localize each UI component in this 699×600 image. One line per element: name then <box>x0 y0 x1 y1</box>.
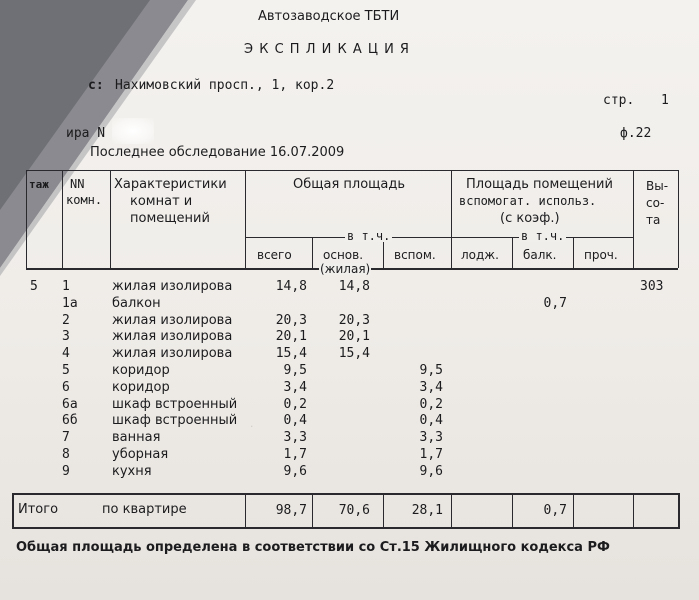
col-aux: вспом. <box>394 248 436 262</box>
col-char-2: комнат и <box>130 194 193 209</box>
vline-7 <box>512 237 513 268</box>
totals-vline-8 <box>678 493 680 529</box>
cell-room-name: жилая изолирова <box>112 346 233 362</box>
col-nn-1: NN <box>70 177 85 191</box>
cell-total-area: 0,4 <box>283 413 307 429</box>
cell-room-number: 6 <box>62 379 70 395</box>
col-char-1: Характеристики <box>114 177 227 192</box>
col-balcony: балк. <box>523 248 557 262</box>
cell-main-area: 14,8 <box>338 279 370 294</box>
totals-vline-4 <box>451 493 452 529</box>
cell-room-name: кухня <box>112 463 152 479</box>
cell-main-area: 20,1 <box>338 329 370 345</box>
cell-room-name: коридор <box>112 363 170 378</box>
cell-room-number: 9 <box>62 463 70 479</box>
cell-total-area: 20,1 <box>275 329 307 345</box>
cell-floor: 5 <box>30 279 38 294</box>
cell-total-area: 15,4 <box>275 346 307 362</box>
vline-1 <box>62 170 63 268</box>
cell-room-number: 4 <box>62 346 70 362</box>
totals-total: 98,7 <box>275 503 307 518</box>
address-value: Нахимовский просп., 1, кор.2 <box>115 78 335 93</box>
rule-subheader <box>245 237 633 238</box>
totals-top-rule <box>12 493 680 495</box>
cell-room-number: 6б <box>62 413 78 429</box>
vline-6 <box>451 170 452 268</box>
cell-balcony-area: 0,7 <box>543 295 567 311</box>
totals-bottom-rule <box>12 527 680 529</box>
vline-3 <box>245 170 246 268</box>
org-name: Автозаводское ТБТИ <box>258 9 400 24</box>
cell-aux-area: 0,4 <box>419 413 443 429</box>
cell-room-name: жилая изолирова <box>112 279 233 294</box>
totals-vline-7 <box>633 493 634 529</box>
col-floor: таж <box>29 178 49 191</box>
col-util-incl: в т.ч. <box>521 229 565 243</box>
cell-aux-area: 9,5 <box>419 363 443 378</box>
col-loggia: лодж. <box>461 248 499 262</box>
survey-date: Последнее обследование 16.07.2009 <box>90 145 345 160</box>
cell-total-area: 20,3 <box>275 312 307 328</box>
col-total-incl: в т.ч. <box>347 229 391 243</box>
footer-note: Общая площадь определена в соответствии со Ст.15 Жилищного кодекса РФ <box>16 540 610 555</box>
redacted-apartment-number <box>112 118 154 144</box>
vline-10 <box>678 170 679 268</box>
cell-total-area: 9,5 <box>283 363 307 378</box>
cell-height: 303 <box>640 279 664 294</box>
totals-aux: 28,1 <box>411 503 443 518</box>
vline-2 <box>110 170 111 268</box>
cell-total-area: 3,4 <box>283 379 307 395</box>
cell-room-number: 3 <box>62 329 70 345</box>
form-number: ф.22 <box>620 126 652 141</box>
cell-main-area: 20,3 <box>338 312 370 328</box>
bleed-through-text: · <box>250 420 254 433</box>
page-number: 1 <box>661 93 669 108</box>
col-util-1: Площадь помещений <box>466 177 613 192</box>
vline-4 <box>312 237 313 268</box>
totals-balcony: 0,7 <box>543 503 567 518</box>
cell-room-number: 7 <box>62 430 70 446</box>
cell-room-name: шкаф встроенный <box>112 413 238 429</box>
cell-room-name: уборная <box>112 447 169 462</box>
cell-aux-area: 3,3 <box>419 430 443 446</box>
cell-total-area: 14,8 <box>275 279 307 294</box>
rule-top <box>26 170 678 171</box>
totals-vline-3 <box>383 493 384 529</box>
cell-total-area: 9,6 <box>283 463 307 479</box>
cell-total-area: 0,2 <box>283 396 307 412</box>
document-title: Э К С П Л И К А Ц И Я <box>244 42 410 57</box>
vline-8 <box>573 237 574 268</box>
col-util-2: вспомогат. использ. <box>459 194 597 208</box>
totals-vline-6 <box>573 493 574 529</box>
cell-aux-area: 0,2 <box>419 396 443 412</box>
col-total-area: Общая площадь <box>293 177 406 192</box>
apartment-label: ира N <box>66 126 106 141</box>
cell-total-area: 1,7 <box>283 447 307 462</box>
col-height-2: со- <box>646 196 665 210</box>
address-label: с: <box>88 78 104 93</box>
col-char-3: помещений <box>130 211 210 226</box>
col-height-1: Вы- <box>646 179 669 193</box>
totals-vline-1 <box>245 493 246 529</box>
cell-aux-area: 1,7 <box>419 447 443 462</box>
col-main-sub: (жилая) <box>320 262 371 276</box>
col-util-3: (с коэф.) <box>500 211 560 226</box>
page-label: стр. <box>603 93 635 108</box>
cell-room-number: 1 <box>62 279 70 294</box>
cell-room-number: 8 <box>62 447 70 462</box>
cell-room-name: шкаф встроенный <box>112 396 238 412</box>
totals-label: Итого <box>18 502 59 517</box>
cell-room-number: 6а <box>62 396 78 412</box>
totals-label-2: по квартире <box>102 502 187 517</box>
cell-room-name: ванная <box>112 430 161 446</box>
cell-total-area: 3,3 <box>283 430 307 446</box>
cell-aux-area: 9,6 <box>419 463 443 479</box>
cell-room-name: жилая изолирова <box>112 329 233 345</box>
col-main: основ. <box>323 248 364 262</box>
col-all: всего <box>257 248 292 262</box>
cell-room-name: балкон <box>112 295 161 311</box>
col-nn-2: комн. <box>66 193 103 207</box>
vline-0 <box>26 170 27 268</box>
totals-main: 70,6 <box>338 503 370 518</box>
totals-vline-2 <box>312 493 313 529</box>
vline-9 <box>633 170 634 268</box>
totals-vline-0 <box>12 493 14 529</box>
cell-aux-area: 3,4 <box>419 379 443 395</box>
cell-room-number: 5 <box>62 363 70 378</box>
col-other: проч. <box>584 248 618 262</box>
cell-room-number: 2 <box>62 312 70 328</box>
col-height-3: та <box>646 213 661 227</box>
cell-room-number: 1а <box>62 295 78 311</box>
cell-room-name: коридор <box>112 379 170 395</box>
cell-room-name: жилая изолирова <box>112 312 233 328</box>
cell-main-area: 15,4 <box>338 346 370 362</box>
totals-vline-5 <box>512 493 513 529</box>
